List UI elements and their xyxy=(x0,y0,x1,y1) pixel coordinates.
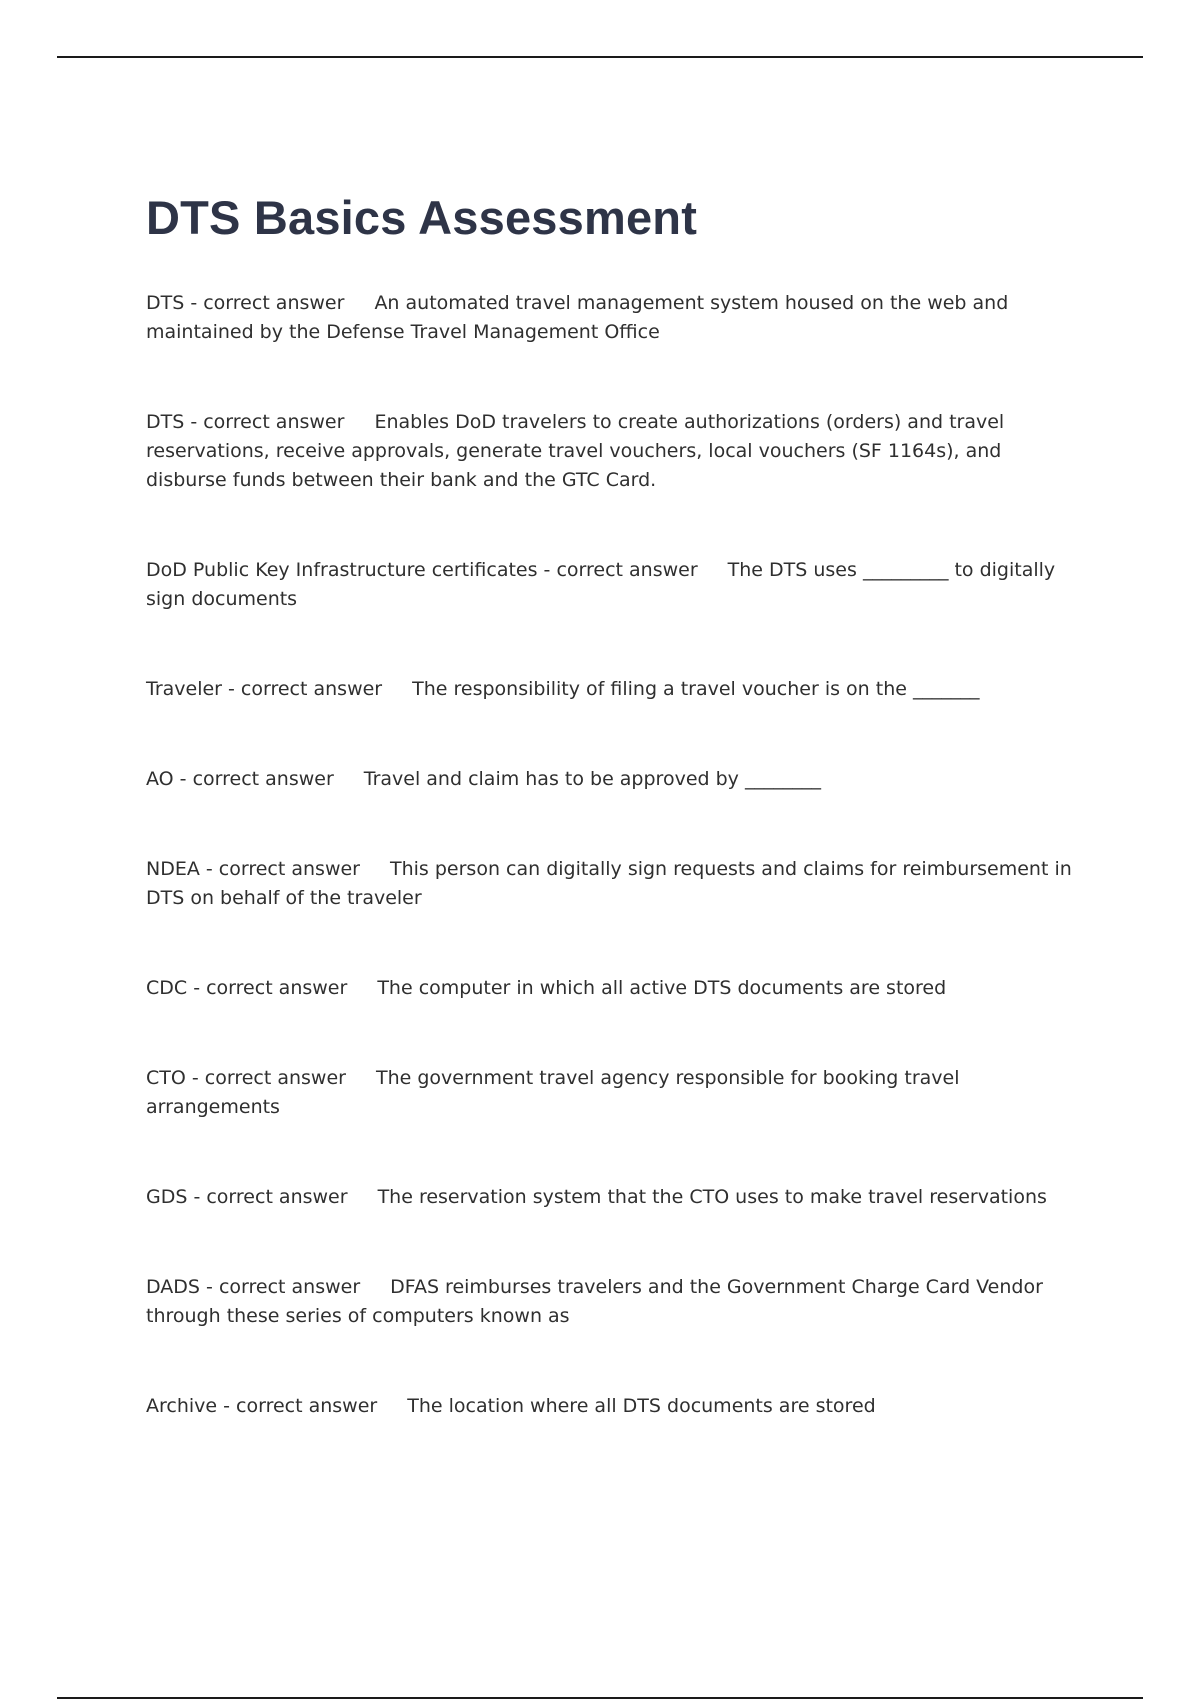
flashcard-definition: The location where all DTS documents are stored xyxy=(407,1395,876,1417)
flashcard xyxy=(146,289,1086,347)
flashcard-label: correct answer xyxy=(556,559,698,581)
flashcard-term: CTO xyxy=(146,1067,186,1089)
flashcard-definition: This person can digitally sign requests and claims for reimbursement in DTS on behalf of the traveler xyxy=(146,858,1072,909)
flashcard-label: correct answer xyxy=(236,1395,378,1417)
flashcard-term: DoD Public Key Infrastructure certificates xyxy=(146,559,538,581)
flashcard xyxy=(146,1392,1086,1421)
flashcard xyxy=(146,408,1086,495)
flashcard-term: DTS xyxy=(146,411,185,433)
flashcard-label: correct answer xyxy=(206,1186,348,1208)
flashcard-label: correct answer xyxy=(218,858,360,880)
flashcard-separator: - xyxy=(537,559,557,581)
flashcard xyxy=(146,974,1086,1003)
flashcard-separator: - xyxy=(184,411,204,433)
flashcard-label: correct answer xyxy=(240,678,383,700)
flashcard-label: correct answer xyxy=(218,1276,361,1298)
flashcard-definition: Travel and claim has to be approved by ________ xyxy=(363,768,821,790)
flashcard-definition: Enables DoD travelers to create authorizations (orders) and travel reservations, receive approvals, generate travel vouchers, local vouchers (SF 1164s), and disburse funds between their bank and the GTC Card. xyxy=(146,411,1005,491)
flashcard-separator: - xyxy=(200,1276,219,1298)
flashcard-definition: The government travel agency responsible for booking travel arrangements xyxy=(146,1067,960,1118)
flashcard-label: correct answer xyxy=(192,768,334,790)
flashcard-separator: - xyxy=(187,1186,207,1208)
flashcard-definition: The reservation system that the CTO uses to make travel reservations xyxy=(377,1186,1047,1208)
top-rule xyxy=(57,56,1143,58)
flashcard-definition: The DTS uses _________ to digitally sign documents xyxy=(146,559,1056,610)
flashcard-separator: - xyxy=(187,977,207,999)
flashcard xyxy=(146,765,1086,794)
flashcard-label: correct answer xyxy=(203,292,345,314)
flashcard-term: GDS xyxy=(146,1186,188,1208)
flashcard-separator: - xyxy=(173,768,193,790)
flashcard-term: DTS xyxy=(146,292,185,314)
flashcard xyxy=(146,1064,1086,1122)
bottom-rule xyxy=(57,1697,1143,1699)
flashcard-definition: The responsibility of filing a travel voucher is on the _______ xyxy=(412,678,980,700)
flashcard xyxy=(146,1273,1086,1331)
flashcard-term: DADS xyxy=(146,1276,200,1298)
flashcard xyxy=(146,556,1086,614)
flashcard-separator: - xyxy=(217,1395,237,1417)
flashcard-term: AO xyxy=(146,768,174,790)
flashcard-term: Archive xyxy=(146,1395,218,1417)
flashcard xyxy=(146,855,1086,913)
flashcard-list xyxy=(146,289,1086,1421)
flashcard-label: correct answer xyxy=(203,411,345,433)
flashcard-term: CDC xyxy=(146,977,188,999)
flashcard-label: correct answer xyxy=(204,1067,346,1089)
flashcard-term: Traveler xyxy=(146,678,222,700)
flashcard-definition: DFAS reimburses travelers and the Government Charge Card Vendor through these series of computers known as xyxy=(146,1276,1043,1327)
flashcard-definition: An automated travel management system housed on the web and maintained by the Defense Travel Management Office xyxy=(146,292,1009,343)
document-body xyxy=(146,190,1086,1421)
flashcard-label: correct answer xyxy=(206,977,348,999)
flashcard xyxy=(146,1183,1086,1212)
flashcard-definition: The computer in which all active DTS documents are stored xyxy=(377,977,947,999)
document-title: DTS Basics Assessment xyxy=(146,191,698,244)
flashcard-term: NDEA xyxy=(146,858,200,880)
flashcard-separator: - xyxy=(221,678,241,700)
flashcard xyxy=(146,675,1086,704)
flashcard-separator: - xyxy=(184,292,204,314)
flashcard-separator: - xyxy=(185,1067,205,1089)
flashcard-separator: - xyxy=(199,858,219,880)
